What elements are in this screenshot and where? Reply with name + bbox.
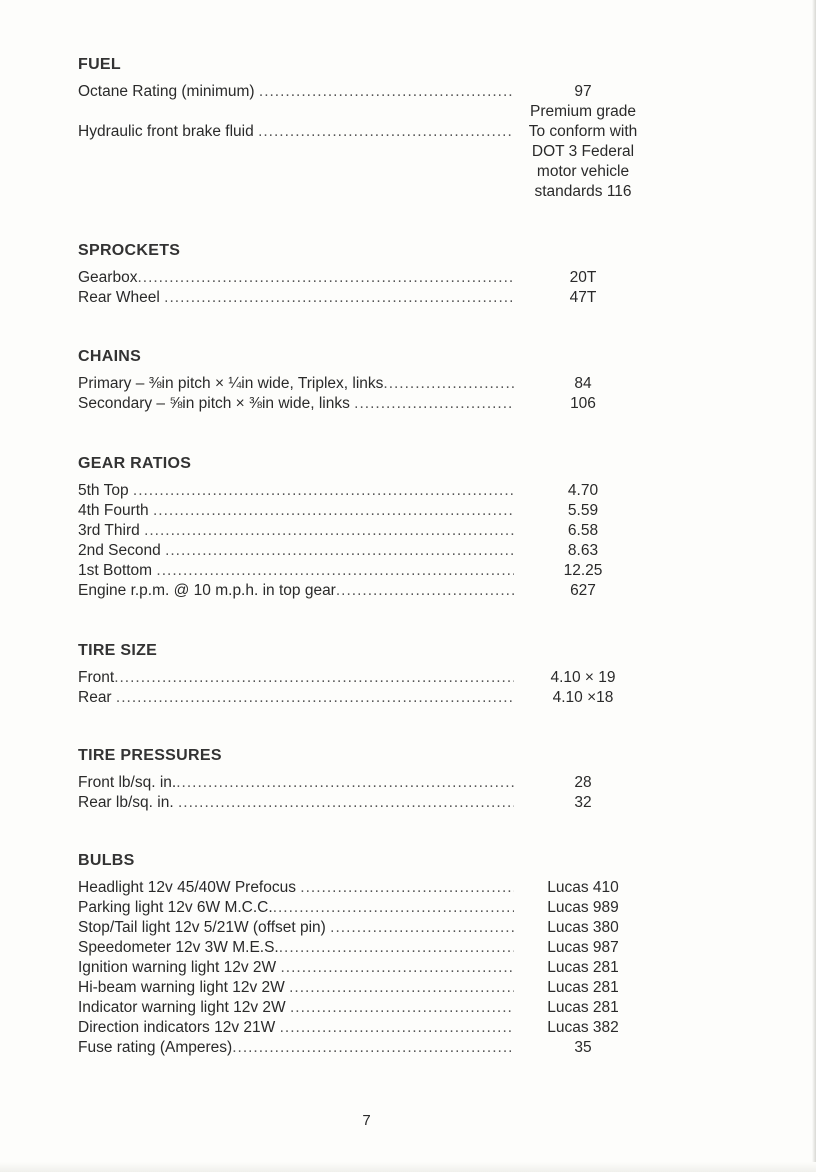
spec-label-wrap: [78, 898, 514, 918]
spec-label-wrap: [78, 938, 514, 958]
spec-row: [78, 501, 658, 521]
spec-row: [78, 668, 658, 688]
tire-size-heading: TIRE SIZE: [78, 642, 158, 659]
spec-label-wrap: [78, 958, 514, 978]
spec-value: Lucas 410: [547, 879, 619, 896]
spec-label: 1st Bottom: [78, 562, 153, 579]
spec-value-line: motor vehicle: [536, 163, 630, 180]
tire-pressures-heading: TIRE PRESSURES: [78, 747, 222, 764]
spec-label-wrap: [78, 581, 514, 601]
spec-value: Lucas 382: [547, 1019, 619, 1036]
spec-value: 97: [574, 83, 592, 100]
spec-label-wrap: [78, 288, 514, 308]
spec-value: 627: [570, 582, 596, 599]
spec-label: Direction indicators 12v 21W: [78, 1019, 276, 1036]
spec-label-wrap: [78, 668, 514, 688]
spec-label: Ignition warning light 12v 2W: [78, 959, 277, 976]
spec-label-wrap: [78, 82, 514, 102]
spec-label: Octane Rating (minimum): [78, 83, 255, 100]
spec-label-wrap: [78, 541, 514, 561]
spec-row: [78, 561, 658, 581]
tire-pressures-section: [78, 747, 658, 813]
spec-label-wrap: [78, 1018, 514, 1038]
sprockets-heading: SPROCKETS: [78, 242, 181, 259]
spec-label-wrap: [78, 268, 514, 288]
bulbs-section: [78, 852, 658, 1058]
spec-label: Front lb/sq. in.: [78, 774, 177, 791]
spec-value: 20T: [569, 269, 597, 286]
fuel-heading: FUEL: [78, 56, 121, 73]
spec-label-wrap: [78, 998, 514, 1018]
spec-row: [78, 268, 658, 288]
spec-row-brake-fluid: [78, 102, 658, 202]
spec-row: [78, 374, 658, 394]
spec-row: [78, 521, 658, 541]
spec-row: [78, 998, 658, 1018]
spec-row: [78, 918, 658, 938]
gear-ratios-heading: GEAR RATIOS: [78, 455, 192, 472]
spec-value: 84: [574, 375, 592, 392]
spec-value: Lucas 380: [547, 919, 619, 936]
spec-row: [78, 394, 658, 414]
chains-heading: CHAINS: [78, 348, 142, 365]
spec-label: Engine r.p.m. @ 10 m.p.h. in top gear: [78, 582, 336, 599]
spec-row: [78, 878, 658, 898]
spec-label-wrap: [78, 521, 514, 541]
spec-row: [78, 581, 658, 601]
spec-label: 4th Fourth: [78, 502, 149, 519]
spec-value: 32: [574, 794, 592, 811]
spec-label-wrap: [78, 394, 514, 414]
spec-label-wrap: [78, 688, 514, 708]
spec-label-wrap: [78, 481, 514, 501]
spec-label: Rear Wheel: [78, 289, 160, 306]
spec-row: [78, 978, 658, 998]
spec-label: Rear lb/sq. in.: [78, 794, 174, 811]
spec-label: Indicator warning light 12v 2W: [78, 999, 286, 1016]
spec-label-wrap: [78, 878, 514, 898]
spec-label-wrap: [78, 501, 514, 521]
bulbs-heading: BULBS: [78, 852, 135, 869]
chains-section: [78, 348, 658, 414]
spec-value: 35: [574, 1039, 592, 1056]
spec-label: Front: [78, 669, 115, 686]
spec-label-wrap: [78, 122, 514, 142]
spec-label: 2nd Second: [78, 542, 161, 559]
spec-label-wrap: [78, 773, 514, 793]
spec-label-wrap: [78, 374, 514, 394]
page-number: 7: [362, 1112, 371, 1129]
spec-value: Lucas 987: [547, 939, 619, 956]
spec-value: 47T: [569, 289, 597, 306]
spec-row: [78, 898, 658, 918]
spec-label-wrap: [78, 561, 514, 581]
spec-value: 4.10 ×18: [552, 689, 614, 706]
spec-value-line: DOT 3 Federal: [531, 143, 635, 160]
spec-label-wrap: [78, 793, 514, 813]
page-edge-shadow: [812, 0, 816, 1172]
spec-label: Secondary – ⅝in pitch × ⅜in wide, links: [78, 395, 350, 412]
spec-label-wrap: [78, 918, 514, 938]
spec-value: 4.70: [567, 482, 599, 499]
spec-label: Headlight 12v 45/40W Prefocus: [78, 879, 296, 896]
spec-value: 28: [574, 774, 592, 791]
page-bottom-shadow: [0, 1162, 816, 1172]
spec-label-wrap: [78, 1038, 514, 1058]
spec-value: 8.63: [567, 542, 599, 559]
spec-row: [78, 793, 658, 813]
spec-label: Parking light 12v 6W M.C.C.: [78, 899, 273, 916]
sprockets-section: [78, 242, 658, 308]
fuel-section: [78, 56, 658, 202]
spec-row-octane: [78, 82, 658, 102]
spec-label: Speedometer 12v 3W M.E.S.: [78, 939, 279, 956]
spec-value: Lucas 281: [547, 979, 619, 996]
spec-value: 4.10 × 19: [550, 669, 616, 686]
gear-ratios-section: [78, 455, 658, 601]
spec-value: Lucas 281: [547, 959, 619, 976]
spec-label: Stop/Tail light 12v 5/21W (offset pin): [78, 919, 326, 936]
spec-value: 5.59: [567, 502, 599, 519]
spec-row: [78, 541, 658, 561]
spec-value: Lucas 281: [547, 999, 619, 1016]
spec-row: [78, 958, 658, 978]
tire-size-section: [78, 642, 658, 708]
spec-label: Primary – ⅜in pitch × ¼in wide, Triplex, links: [78, 375, 384, 392]
spec-label-wrap: [78, 978, 514, 998]
spec-value-line: standards 116: [534, 183, 632, 200]
spec-label: 5th Top: [78, 482, 129, 499]
spec-row: [78, 938, 658, 958]
spec-value: 106: [570, 395, 596, 412]
spec-row: [78, 288, 658, 308]
spec-label: Fuse rating (Amperes): [78, 1039, 233, 1056]
spec-row: [78, 1018, 658, 1038]
spec-value: 6.58: [567, 522, 599, 539]
spec-label: 3rd Third: [78, 522, 140, 539]
spec-value: 12.25: [563, 562, 603, 579]
spec-label: Hi-beam warning light 12v 2W: [78, 979, 285, 996]
spec-row: [78, 773, 658, 793]
spec-row: [78, 1038, 658, 1058]
spec-value: Lucas 989: [547, 899, 619, 916]
spec-value-line: To conform with: [528, 123, 638, 140]
spec-label: Rear: [78, 689, 112, 706]
spec-value-line: Premium grade: [530, 103, 636, 120]
spec-label: Gearbox: [78, 269, 138, 286]
spec-row: [78, 481, 658, 501]
spec-label: Hydraulic front brake fluid: [78, 123, 254, 140]
brake-label-row: [78, 122, 658, 142]
spec-row: [78, 688, 658, 708]
